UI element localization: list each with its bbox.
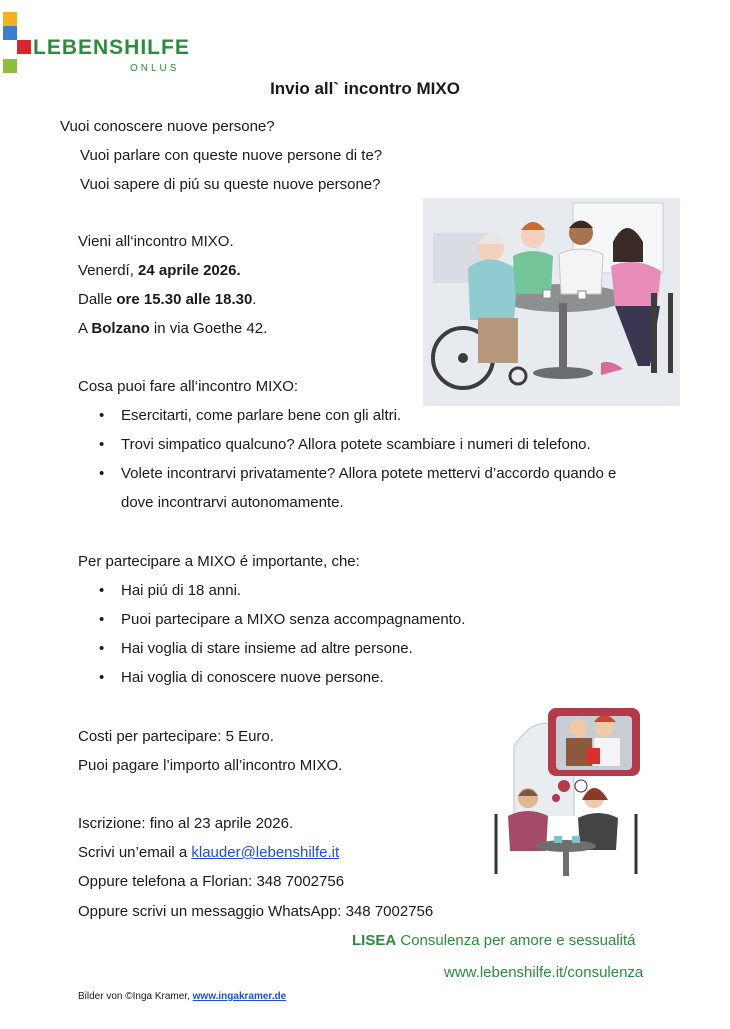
activity-item-3: • Volete incontrarvi privatamente? Allora potete mettervi d’accordo quando e — [121, 465, 616, 482]
event-day-label: Venerdí, — [78, 262, 139, 279]
activity-item-1: • Esercitarti, come parlare bene con gli altri. — [121, 407, 401, 424]
requirement-item-1: • Hai piú di 18 anni. — [121, 582, 241, 599]
lisea-line — [352, 932, 635, 949]
logo-square-yellow — [3, 12, 17, 26]
email-link[interactable]: klauder@lebenshilfe.it — [191, 844, 340, 861]
illustration-group-meeting — [423, 198, 680, 406]
intro-line-2: Vuoi parlare con queste nuove persone di te? — [80, 147, 383, 164]
logo-square-green — [3, 59, 17, 73]
event-date — [78, 262, 241, 279]
event-date-value: 24 aprile 2026. — [138, 262, 241, 279]
consulenza-url[interactable]: www.lebenshilfe.it/consulenza — [444, 964, 644, 981]
cost-amount: Costi per partecipare: 5 Euro. — [78, 728, 274, 745]
lisea-brand: LISEA — [352, 932, 397, 949]
activity-item-2: • Trovi simpatico qualcuno? Allora potete scambiare i numeri di telefono. — [121, 436, 591, 453]
requirement-item-3: • Hai voglia di stare insieme ad altre persone. — [121, 640, 413, 657]
illustration-couple-meeting — [486, 706, 658, 878]
intro-line-3: Vuoi sapere di piú su queste nuove persone? — [80, 176, 381, 193]
logo-subtitle: ONLUS — [130, 63, 180, 74]
event-place-city: Bolzano — [91, 320, 150, 337]
lisea-description: Consulenza per amore e sessualitá — [396, 932, 636, 949]
logo-square-red — [17, 40, 31, 54]
activity-item-3-continued: dove incontrarvi autonomamente. — [121, 494, 344, 511]
registration-whatsapp: Oppure scrivi un messaggio WhatsApp: 348 7002756 — [78, 903, 434, 920]
requirements-heading: Per partecipare a MIXO é importante, che: — [78, 553, 360, 570]
ingakramer-link[interactable]: www.ingakramer.de — [192, 991, 287, 1002]
event-place — [78, 320, 267, 337]
logo-square-blue — [3, 26, 17, 40]
event-place-label: A — [78, 320, 92, 337]
image-credit — [78, 991, 286, 1002]
requirement-item-4: • Hai voglia di conoscere nuove persone. — [121, 669, 384, 686]
event-invite: Vieni all‘incontro MIXO. — [78, 233, 234, 250]
image-credit-text: Bilder von ©Inga Kramer, — [78, 991, 193, 1002]
event-time-label: Dalle — [78, 291, 117, 308]
activities-heading: Cosa puoi fare all‘incontro MIXO: — [78, 378, 299, 395]
logo-name: LEBENSHILFE — [33, 36, 190, 59]
event-time-suffix: . — [252, 291, 257, 308]
page-title: Invio all` incontro MIXO — [270, 79, 460, 98]
requirement-item-2: • Puoi partecipare a MIXO senza accompagnamento. — [121, 611, 465, 628]
registration-email-label: Scrivi un’email a — [78, 844, 192, 861]
registration-deadline: Iscrizione: fino al 23 aprile 2026. — [78, 815, 294, 832]
intro-line-1: Vuoi conoscere nuove persone? — [60, 118, 275, 135]
event-time — [78, 291, 256, 308]
registration-email-line — [78, 844, 339, 861]
event-place-address: in via Goethe 42. — [149, 320, 268, 337]
cost-payment: Puoi pagare l’importo all’incontro MIXO. — [78, 757, 343, 774]
registration-phone: Oppure telefona a Florian: 348 7002756 — [78, 873, 345, 890]
event-time-value: ore 15.30 alle 18.30 — [116, 291, 253, 308]
